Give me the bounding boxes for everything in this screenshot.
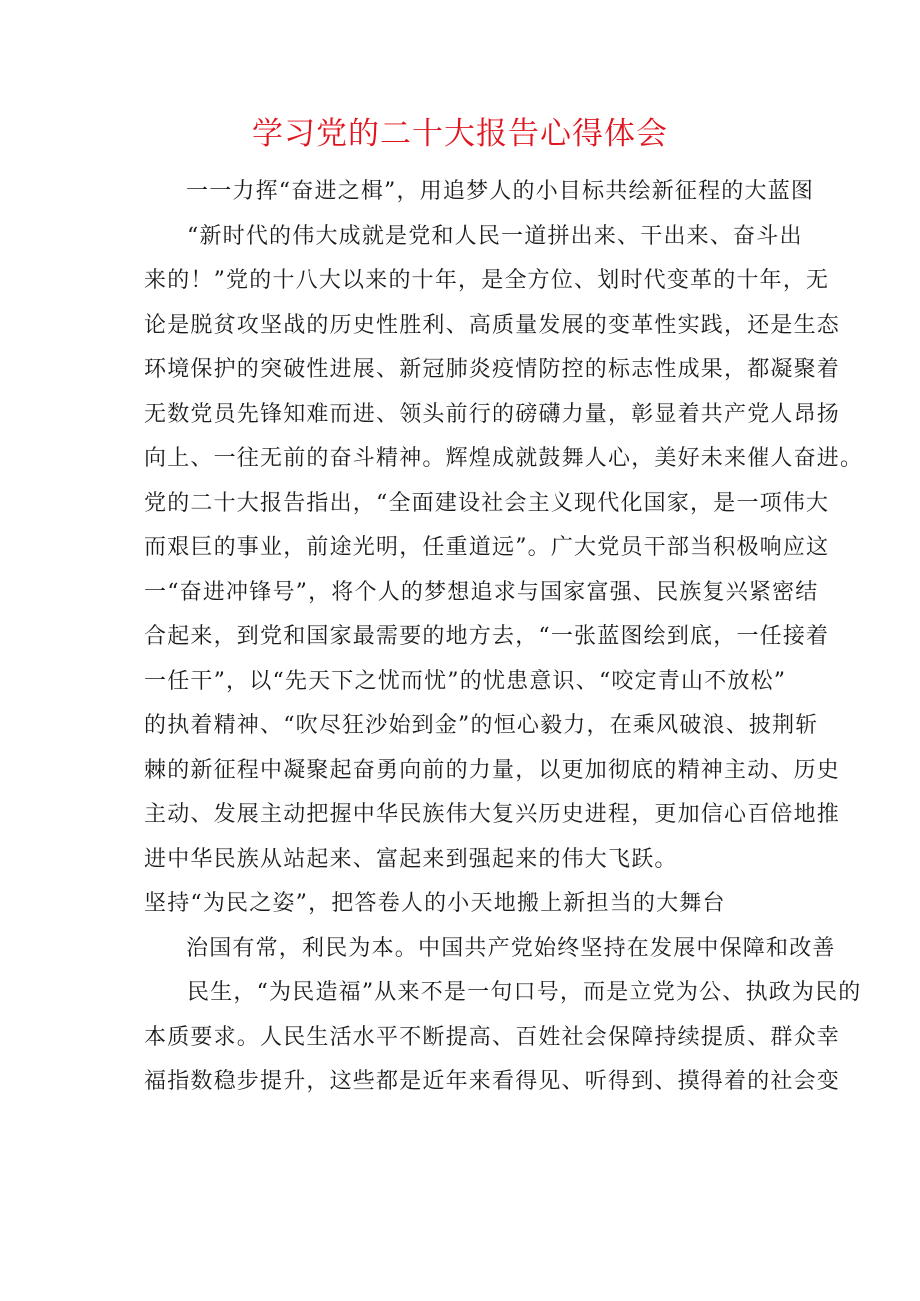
paragraph-line: 来的！”党的十八大以来的十年，是全方位、划时代变革的十年，无 xyxy=(144,268,830,293)
paragraph-line: 民生，“为民造福”从来不是一句口号，而是立党为公、执政为民的 xyxy=(187,980,862,1005)
paragraph-line: 党的二十大报告指出，“全面建设社会主义现代化国家，是一项伟大 xyxy=(144,490,830,516)
paragraph-line: 而艰巨的事业，前途光明，任重道远”。广大党员干部当积极响应这 xyxy=(144,535,830,560)
paragraph-line: 进中华民族从站起来、富起来到强起来的伟大飞跃。 xyxy=(144,846,678,872)
paragraph-line: 环境保护的突破性进展、新冠肺炎疫情防控的标志性成果，都凝聚着 xyxy=(144,357,841,382)
document-body xyxy=(144,170,864,1105)
paragraph-line: 的执着精神、“吹尽狂沙始到金”的恒心毅力，在乘风破浪、披荆斩 xyxy=(144,713,819,738)
paragraph-line: 合起来，到党和国家最需要的地方去，“一张蓝图绘到底，一任接着 xyxy=(144,624,830,649)
paragraph-line: 主动、发展主动把握中华民族伟大复兴历史进程，更加信心百倍地推 xyxy=(144,802,841,827)
subtitle-2: 治国有常，利民为本。中国共产党始终坚持在发展中保障和改善 xyxy=(186,935,836,961)
paragraph-line: 无数党员先锋知难而进、领头前行的磅礴力量，彰显着共产党人昂扬 xyxy=(144,401,841,427)
document-title: 学习党的二十大报告心得体会 xyxy=(252,116,668,152)
paragraph-line: 本质要求。人民生活水平不断提高、百姓社会保障持续提质、群众幸 xyxy=(144,1024,841,1050)
paragraph-line: 棘的新征程中凝聚起奋勇向前的力量，以更加彻底的精神主动、历史 xyxy=(144,757,841,783)
paragraph-line: 坚持“为民之姿”，把答卷人的小天地搬上新担当的大舞台 xyxy=(144,891,726,916)
paragraph-line: 论是脱贫攻坚战的历史性胜利、高质量发展的变革性实践，还是生态 xyxy=(144,312,841,338)
paragraph-line: 一“奋进冲锋号”，将个人的梦想追求与国家富强、民族复兴紧密结 xyxy=(144,579,819,605)
paragraph-line: 福指数稳步提升，这些都是近年来看得见、听得到、摸得着的社会变 xyxy=(144,1069,841,1094)
paragraph-line: 一任干”，以“先天下之忧而忧”的忧患意识、“咬定青山不放松” xyxy=(144,668,787,694)
subtitle-1: 一一力挥“奋进之楫”，用追梦人的小目标共绘新征程的大蓝图 xyxy=(186,179,815,204)
paragraph-line: 向上、一往无前的奋斗精神。辉煌成就鼓舞人心，美好未来催人奋进。 xyxy=(144,446,864,471)
paragraph-line: “新时代的伟大成就是党和人民一道拼出来、干出来、奋斗出 xyxy=(187,223,803,249)
